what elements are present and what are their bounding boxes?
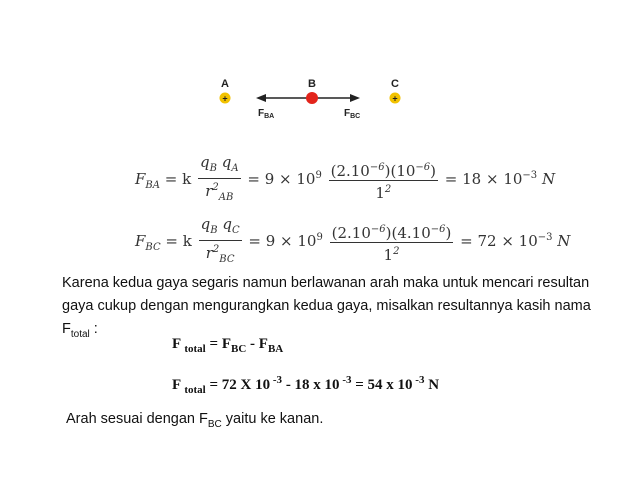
charge-a-sign: + [222, 93, 228, 104]
force-bc-label: $F_{BC}$ [344, 108, 361, 120]
fraction-values-bc: $\frac{(2.10^{-6})(4.10^{-6})}{1^2}$ [331, 223, 452, 264]
fraction-charges-bc: $\frac{q_B q_C}{r^2_{BC}}$ [200, 215, 240, 265]
paragraph-line-3: $F_{total}$ : [62, 321, 98, 340]
equation-fba: $F_{BA} = k$ $\frac{q_B q_A}{r^2_{AB}}$ = $9 \times 10^9$ $\frac{(2.10^{-6})(10^{-6})}{1^2}$ = $18 \times 10^{-3}$ N [135, 154, 555, 206]
arrow-left-icon [256, 94, 266, 102]
paragraph-line-1: Karena kedua gaya segaris namun berlawanan arah maka untuk mencari resultan [62, 275, 590, 291]
force-ba-label: $F_{BA}$ [258, 108, 275, 120]
label-a: A [221, 78, 229, 90]
closing-sentence: Arah sesuai dengan $F_{BC}$ yaitu ke kanan. [66, 411, 324, 430]
fraction-values-ba: $\frac{(2.10^{-6})(10^{-6})}{1^2}$ [330, 161, 437, 202]
explanation-paragraph [62, 272, 622, 346]
charge-diagram [0, 0, 638, 135]
equation-fbc: $F_{BC} = k$ $\frac{q_B q_C}{r^2_{BC}}$ = $9 \times 10^9$ $\frac{(2.10^{-6})(4.10^{-6})}{1^2}$ = $72 \times 10^{-3}$ N [135, 216, 570, 268]
label-c: C [391, 78, 399, 90]
paragraph-line-2: gaya cukup dengan mengurangkan kedua gaya, misalkan resultannya kasih nama [62, 298, 591, 314]
arrow-right-icon [350, 94, 360, 102]
total-calculation: F $_{total}$ = 72 X 10 $^{-3}$ - 18 x 10 $^{-3}$ = 54 x 10 $^{-3}$ N [172, 374, 440, 396]
charge-b [306, 92, 318, 104]
label-b: B [308, 78, 316, 90]
total-formula: F $_{total} = F_{BC} - F_{BA}$ [172, 336, 284, 355]
charge-c-sign: + [392, 93, 398, 104]
fraction-charges-ba: $\frac{q_B q_A}{r^2_{AB}}$ [200, 153, 239, 203]
